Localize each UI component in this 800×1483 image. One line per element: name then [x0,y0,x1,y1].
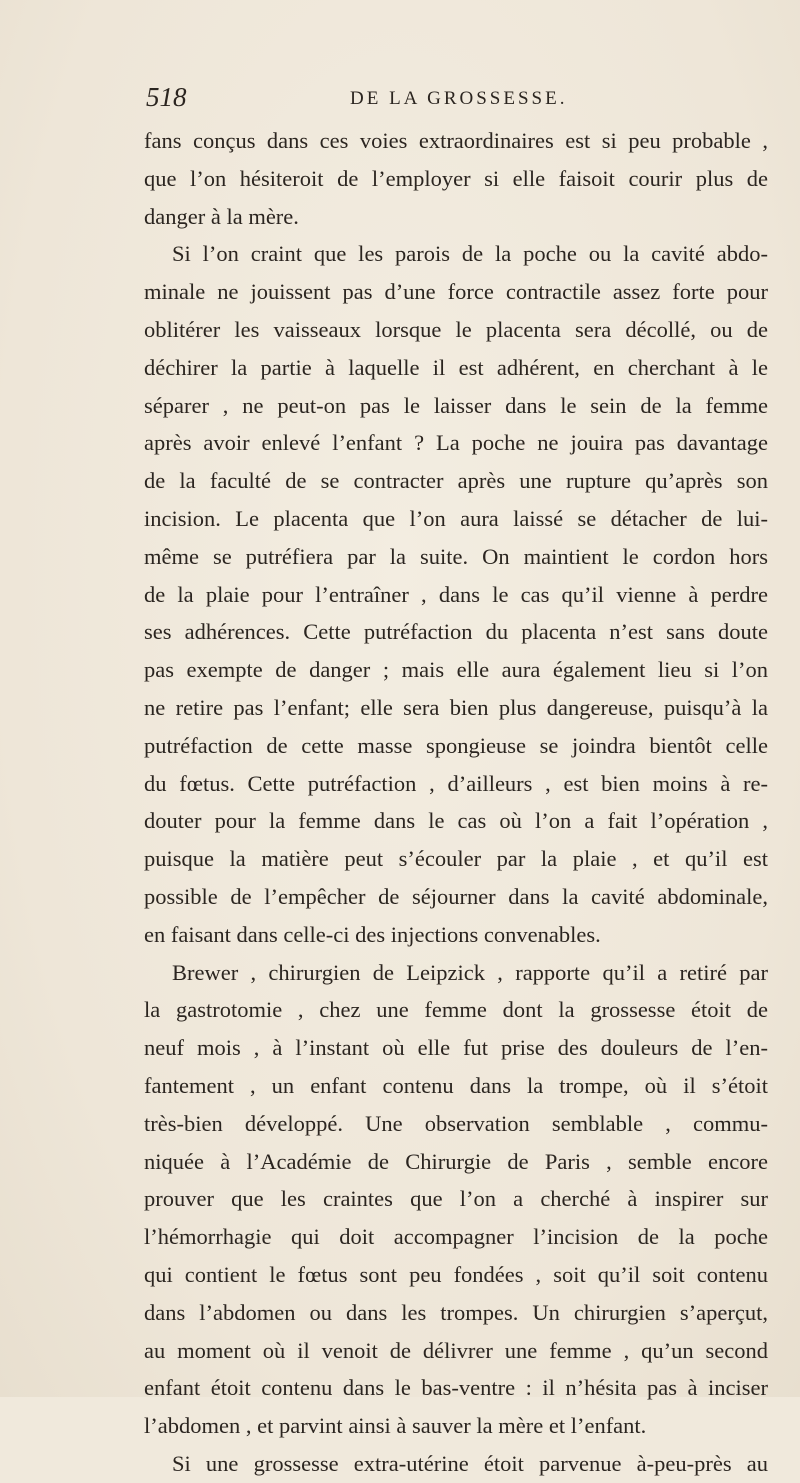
text-line: très-bien développé. Une observation semblable , commu- [144,1110,768,1136]
text-line: fantement , un enfant contenu dans la trompe, où il s’étoit [144,1072,768,1098]
text-line: l’hémorrhagie qui doit accompagner l’incision de la poche [144,1224,768,1250]
text-line: Si une grossesse extra-utérine étoit parvenue à-peu-près au [172,1450,768,1476]
text-line: de la plaie pour l’entraîner , dans le cas qu’il vienne à perdre [144,581,768,607]
page-number: 518 [146,82,187,112]
body-text [144,122,768,1483]
text-line: niquée à l’Académie de Chirurgie de Paris , semble encore [144,1148,768,1174]
text-line: au moment où il venoit de délivrer une femme , qu’un second [144,1337,768,1363]
text-line: neuf mois , à l’instant où elle fut prise des douleurs de l’en- [144,1035,768,1061]
text-line: que l’on hésiteroit de l’employer si elle faisoit courir plus de [144,165,768,191]
running-head: DE LA GROSSESSE. [350,88,568,109]
text-line: putréfaction de cette masse spongieuse se joindra bientôt celle [144,732,768,758]
text-line: Si l’on craint que les parois de la poche ou la cavité abdo- [172,241,768,267]
text-line: déchirer la partie à laquelle il est adhérent, en cherchant à le [144,354,768,380]
text-line: ne retire pas l’enfant; elle sera bien plus dangereuse, puisqu’à la [144,694,768,720]
text-line: prouver que les craintes que l’on a cherché à inspirer sur [144,1186,768,1212]
text-line: fans conçus dans ces voies extraordinaires est si peu probable , [144,128,768,153]
page-header [146,82,766,122]
text-line: de la faculté de se contracter après une rupture qu’après son [144,468,768,494]
text-line: Brewer , chirurgien de Leipzick , rapporte qu’il a retiré par [172,959,768,985]
text-line: qui contient le fœtus sont peu fondées , soit qu’il soit contenu [144,1261,768,1287]
text-line: minale ne jouissent pas d’une force contractile assez forte pour [144,279,768,305]
text-line: même se putréfiera par la suite. On maintient le cordon hors [144,543,768,569]
text-line: incision. Le placenta que l’on aura laissé se détacher de lui- [144,505,768,531]
text-line: du fœtus. Cette putréfaction , d’ailleurs , est bien moins à re- [144,770,768,796]
text-line: puisque la matière peut s’écouler par la plaie , et qu’il est [144,846,768,872]
text-line: la gastrotomie , chez une femme dont la grossesse étoit de [144,997,768,1023]
text-line: oblitérer les vaisseaux lorsque le placenta sera décollé, ou de [144,316,768,342]
text-line: ses adhérences. Cette putréfaction du placenta n’est sans doute [144,619,768,645]
text-line: en faisant dans celle-ci des injections convenables. [144,921,601,947]
text-line: après avoir enlevé l’enfant ? La poche ne jouira pas davantage [144,430,768,456]
text-line: séparer , ne peut-on pas le laisser dans le sein de la femme [144,392,768,418]
text-line: pas exempte de danger ; mais elle aura également lieu si l’on [144,657,768,683]
text-line: l’abdomen , et parvint ainsi à sauver la mère et l’enfant. [144,1413,647,1439]
text-line: douter pour la femme dans le cas où l’on a fait l’opération , [144,808,768,834]
text-line: enfant étoit contenu dans le bas-ventre : il n’hésita pas à inciser [144,1375,768,1401]
text-line: danger à la mère. [144,203,299,229]
text-line: dans l’abdomen ou dans les trompes. Un chirurgien s’aperçut, [144,1299,768,1325]
text-line: possible de l’empêcher de séjourner dans la cavité abdominale, [144,883,768,909]
